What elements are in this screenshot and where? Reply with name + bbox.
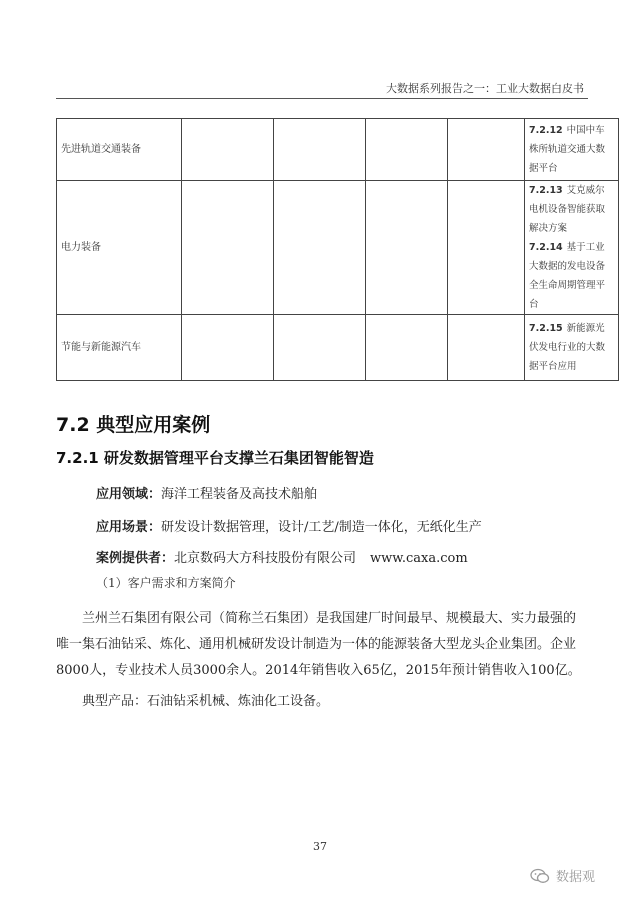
running-header: 大数据系列报告之一：工业大数据白皮书 xyxy=(386,82,584,95)
table-cell xyxy=(448,315,525,381)
application-scenario-label: 应用场景： xyxy=(96,520,162,535)
table-cell-category: 节能与新能源汽车 xyxy=(57,315,182,381)
body-paragraph: 典型产品：石油钻采机械、炼油化工设备。 xyxy=(82,694,330,709)
application-domain xyxy=(96,483,317,502)
table-cell-refs xyxy=(525,315,619,381)
table-cell-category: 先进轨道交通装备 xyxy=(57,119,182,181)
case-provider-value: 北京数码大方科技股份有限公司 xyxy=(174,551,357,566)
case-reference: 7.2.14 基于工业大数据的发电设备全生命周期管理平台 xyxy=(529,242,606,310)
table-cell xyxy=(366,119,448,181)
provider-url: www.caxa.com xyxy=(370,551,468,566)
watermark xyxy=(530,866,595,885)
application-domain-label: 应用领域： xyxy=(96,487,162,502)
application-scenario xyxy=(96,516,482,535)
application-domain-value: 海洋工程装备及高技术船舶 xyxy=(161,487,318,502)
table-cell xyxy=(274,315,366,381)
subsection-heading: （1）客户需求和方案简介 xyxy=(96,576,236,590)
industry-table xyxy=(56,118,619,381)
page-number: 37 xyxy=(313,840,327,853)
application-scenario-value: 研发设计数据管理，设计/工艺/制造一体化，无纸化生产 xyxy=(161,520,482,535)
table-cell xyxy=(448,119,525,181)
table-cell xyxy=(182,119,274,181)
case-heading: 7.2.1 研发数据管理平台支撑兰石集团智能智造 xyxy=(56,449,374,467)
case-provider-label: 案例提供者： xyxy=(96,551,175,566)
table-row xyxy=(57,181,619,315)
table-cell xyxy=(366,181,448,315)
wechat-icon xyxy=(530,868,550,884)
watermark-text: 数据观 xyxy=(556,870,596,885)
table-cell xyxy=(274,181,366,315)
header-divider xyxy=(56,98,588,99)
case-reference: 7.2.12 中国中车株所轨道交通大数据平台 xyxy=(529,125,606,174)
table-cell xyxy=(182,315,274,381)
case-provider xyxy=(96,547,468,566)
case-reference: 7.2.13 艾克威尔电机设备智能获取解决方案 xyxy=(529,185,606,234)
table-cell-refs xyxy=(525,119,619,181)
table-cell-category: 电力装备 xyxy=(57,181,182,315)
table-cell xyxy=(366,315,448,381)
table-row xyxy=(57,315,619,381)
table-cell xyxy=(182,181,274,315)
case-reference: 7.2.15 新能源光伏发电行业的大数据平台应用 xyxy=(529,323,606,372)
body-paragraph: 兰州兰石集团有限公司（简称兰石集团）是我国建厂时间最早、规模最大、实力最强的唯一集石油钻采、炼化、通用机械研发设计制造为一体的能源装备大型龙头企业集团。企业8000人，专业技术人员3000余人。2014年销售收入65亿，2015年预计销售收入100亿。 xyxy=(56,611,581,678)
section-heading: 7.2 典型应用案例 xyxy=(56,414,211,436)
table-cell xyxy=(274,119,366,181)
table-cell-refs xyxy=(525,181,619,315)
table-row xyxy=(57,119,619,181)
table-cell xyxy=(448,181,525,315)
